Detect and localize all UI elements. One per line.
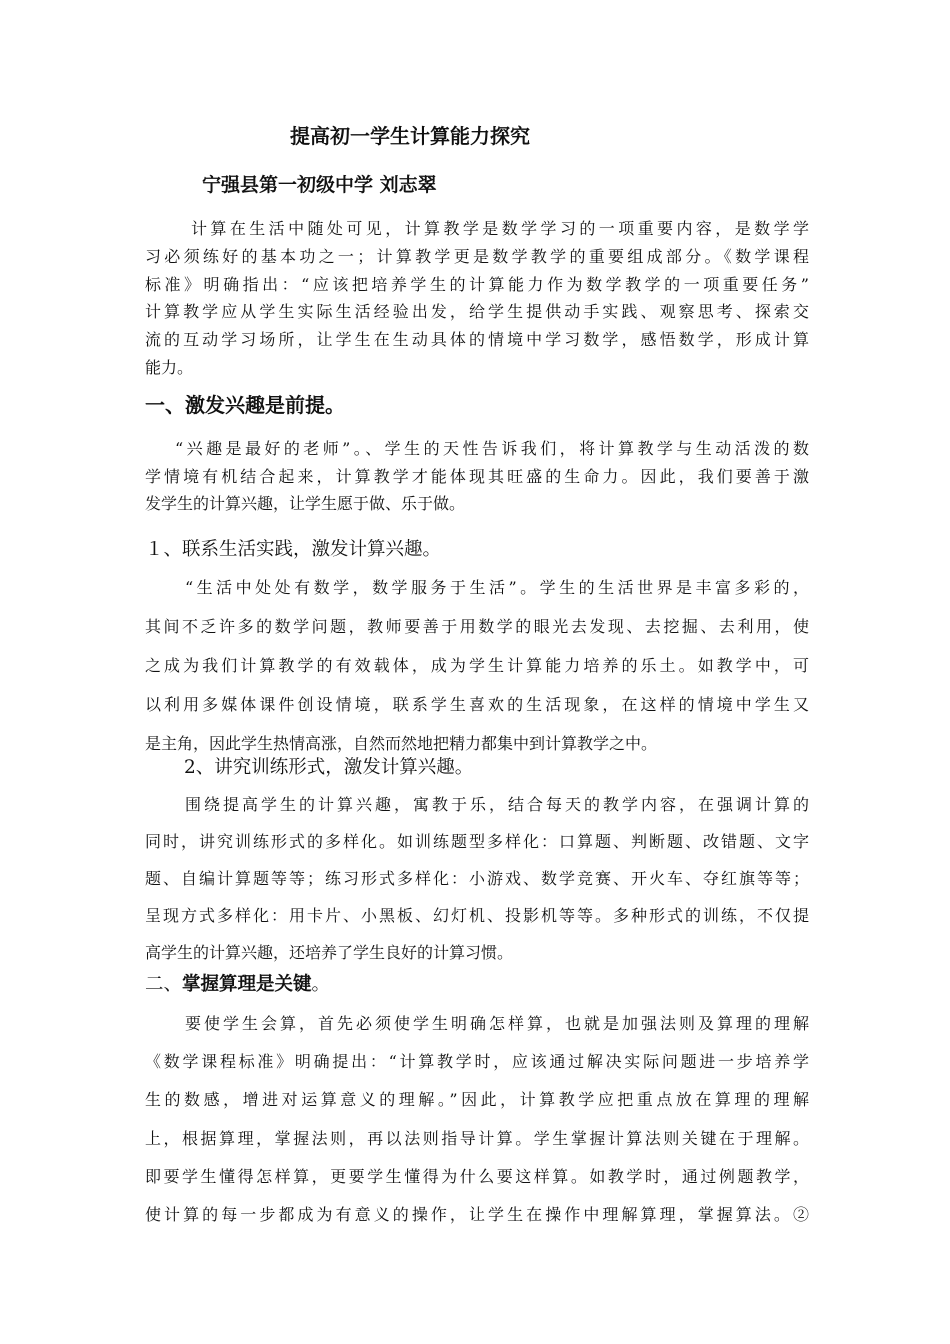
- paragraph-line: 其间不乏许多的数学问题，教师要善于用数学的眼光去发现、去挖掘、去利用，使: [145, 617, 809, 636]
- paragraph-line: 呈现方式多样化：用卡片、小黑板、幻灯机、投影机等等。多种形式的训练，不仅提: [145, 906, 809, 925]
- paragraph-line: 高学生的计算兴趣，还培养了学生良好的计算习惯。: [145, 943, 514, 962]
- paragraph-line: 之成为我们计算教学的有效载体，成为学生计算能力培养的乐土。如教学中，可: [145, 656, 809, 675]
- subsection-2-heading: 2、讲究训练形式，激发计算兴趣。: [184, 757, 474, 778]
- section-2-paragraph: [145, 1005, 809, 1234]
- subsection-1-paragraph: [145, 568, 809, 763]
- intro-line: 计算教学应从学生实际生活经验出发，给学生提供动手实践、观察思考、探索交: [145, 302, 809, 322]
- paragraph-line: 同时，讲究训练形式的多样化。如训练题型多样化：口算题、判断题、改错题、文字: [145, 832, 809, 851]
- paragraph-line: 使计算的每一步都成为有意义的操作，让学生在操作中理解算理，掌握算法。②: [145, 1205, 809, 1225]
- section-2-heading-text: 掌握算理是关键: [182, 974, 312, 995]
- paragraph-line: 围绕提高学生的计算兴趣，寓教于乐，结合每天的教学内容，在强调计算的: [185, 795, 809, 814]
- intro-line: 习必须练好的基本功之一；计算教学更是数学教学的重要组成部分。《数学课程: [145, 246, 809, 266]
- paragraph-line: 即要学生懂得怎样算，更要学生懂得为什么要这样算。如教学时，通过例题教学，: [145, 1166, 809, 1186]
- intro-line: 能力。: [145, 357, 194, 377]
- section-2-heading-suffix: 。: [311, 974, 331, 995]
- subsection-1-heading: １、联系生活实践，激发计算兴趣。: [145, 539, 442, 560]
- paragraph-line: 是主角，因此学生热情高涨，自然而然地把精力都集中到计算教学之中。: [145, 734, 658, 753]
- paragraph-line: 以利用多媒体课件创设情境，联系学生喜欢的生活现象，在这样的情境中学生又: [145, 695, 809, 714]
- intro-paragraph: [145, 215, 809, 382]
- paragraph-line: “生活中处处有数学，数学服务于生活”。学生的生活世界是丰富多彩的，: [185, 578, 809, 597]
- intro-line: 标准》明确指出：“应该把培养学生的计算能力作为数学教学的一项重要任务”: [145, 274, 809, 294]
- document-title: 提高初一学生计算能力探究: [290, 124, 530, 148]
- paragraph-line: 要使学生会算，首先必须使学生明确怎样算，也就是加强法则及算理的理解: [185, 1014, 809, 1033]
- section-2-heading: [145, 972, 330, 998]
- paragraph-line: 发学生的计算兴趣，让学生愿于做、乐于做。: [145, 494, 466, 513]
- subsection-2-paragraph: [145, 786, 809, 971]
- paragraph-line: 生的数感，增进对运算意义的理解。”因此，计算教学应把重点放在算理的理解: [145, 1090, 809, 1110]
- section-1-heading: 一、激发兴趣是前提。: [145, 393, 345, 417]
- paragraph-line: 《数学课程标准》明确提出：“计算教学时，应该通过解决实际问题进一步培养学: [145, 1052, 809, 1072]
- author-line: 宁强县第一初级中学 刘志翠: [202, 174, 437, 196]
- paragraph-line: 学情境有机结合起来，计算教学才能体现其旺盛的生命力。因此，我们要善于激: [145, 466, 809, 486]
- section-2-heading-prefix: 二、: [145, 974, 183, 995]
- paragraph-line: 上，根据算理，掌握法则，再以法则指导计算。学生掌握计算法则关键在于理解。: [145, 1128, 809, 1148]
- intro-line: 流的互动学习场所，让学生在生动具体的情境中学习数学，感悟数学，形成计算: [145, 330, 809, 350]
- paragraph-line: “兴趣是最好的老师”。、学生的天性告诉我们，将计算教学与生动活泼的数: [175, 439, 809, 458]
- paragraph-line: 题、自编计算题等等；练习形式多样化：小游戏、数学竞赛、开火车、夺红旗等等；: [145, 869, 809, 888]
- intro-line: 计算在生活中随处可见，计算教学是数学学习的一项重要内容，是数学学: [191, 219, 809, 238]
- section-1-paragraph: [145, 435, 809, 518]
